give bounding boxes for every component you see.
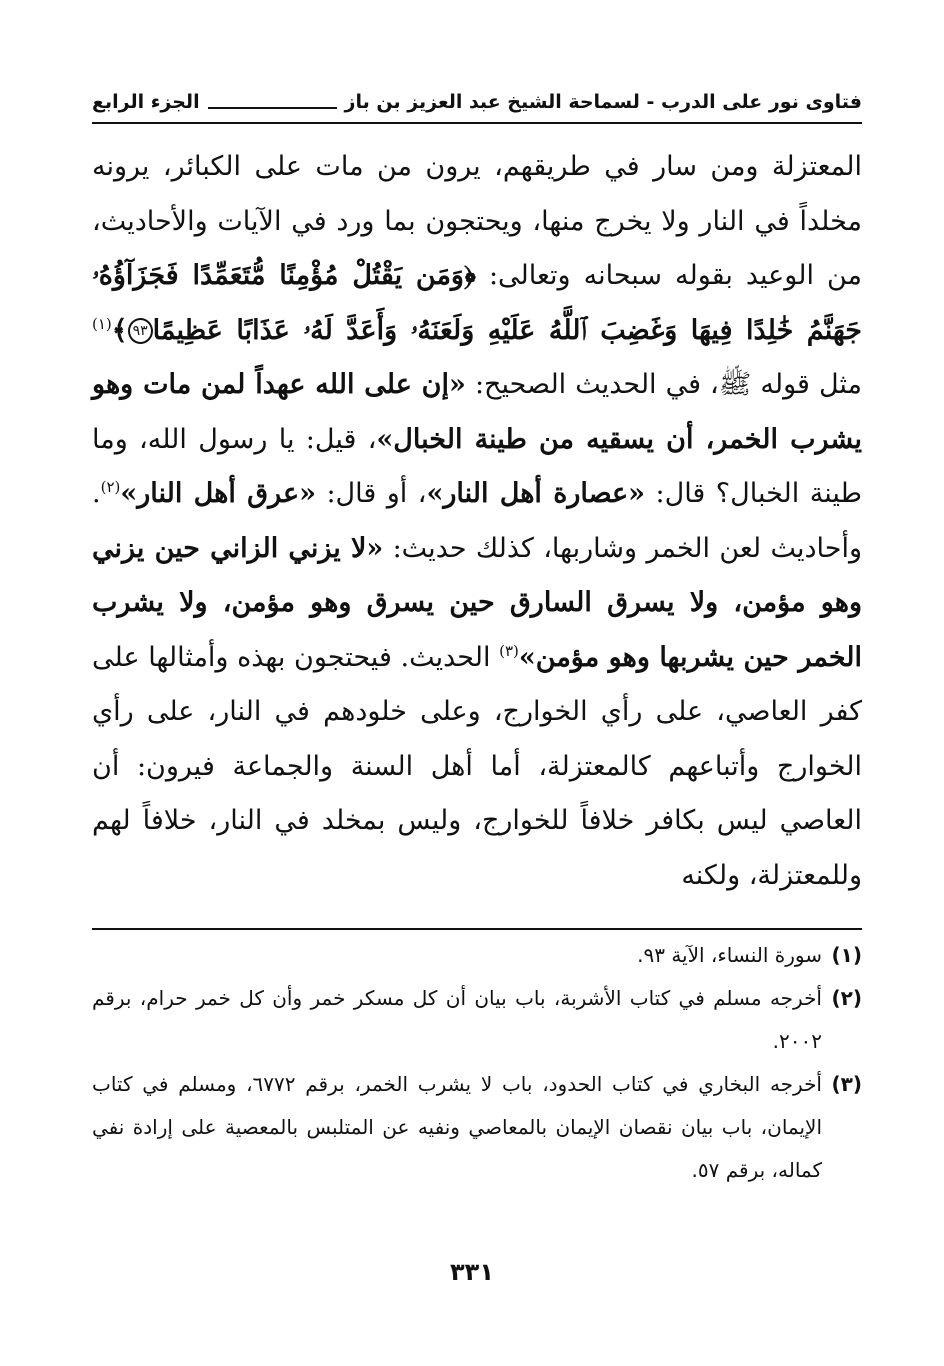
hadith-quote: «لا يزني الزاني حين يزني وهو مؤمن، ولا يسرق السارق حين يسرق وهو مؤمن، ولا يشرب الخمر حين يشربها وهو مؤمن» [92,532,862,673]
header-leader-line [208,93,337,109]
footnote-text: سورة النساء، الآية ٩٣. [637,943,822,967]
header-divider [92,122,862,124]
text-segment: المعتزلة ومن سار في طريقهم، يرون من مات على الكبائر، يرونه مخلداً في النار ولا يخرج منها، ويحتجون بما ورد في الآيات والأحاديث، من الوعيد بقوله سبحانه وتعالى: [92,151,862,291]
footnote-text: أخرجه مسلم في كتاب الأشربة، باب بيان أن كل مسكر خمر وأن كل خمر حرام، برقم ٢٠٠٢. [92,986,822,1053]
hadith-quote: «عرق أهل النار» [120,478,316,509]
footnote-item [92,1063,862,1192]
page-number: ٣٣١ [450,1258,494,1286]
footnote-item [92,977,862,1063]
main-text [92,140,862,903]
text-segment: ، قيل: يا رسول الله، وما طينة الخبال؟ قال: [92,423,862,509]
footnote-text: أخرجه البخاري في كتاب الحدود، باب لا يشرب الخمر، برقم ٦٧٧٢، ومسلم في كتاب الإيمان، باب بيان نقصان الإيمان بالمعاصي ونفيه عن المتلبس بالمعصية على إرادة نفي كماله، برقم ٥٧. [92,1072,822,1182]
hadith-quote: «عصارة أهل النار» [426,478,646,509]
footnote-number: (١) [831,943,862,967]
running-header [92,86,862,118]
footnotes [92,934,862,1192]
text-segment: ، أو قال: [326,478,427,509]
footnote-ref: (٣) [499,641,519,660]
footnote-number: (٣) [831,1072,862,1096]
footnote-ref: (٢) [100,478,121,496]
footnote-ref: (١) [92,314,112,333]
book-title: فتاوى نور على الدرب - لسماحة الشيخ عبد العزيز بن باز [344,91,862,113]
text-segment: . وأحاديث لعن الخمر وشاربها، كذلك حديث: [92,478,862,564]
quran-close-bracket: ﴾ [111,314,128,346]
footnote-divider [92,928,862,930]
hadith-quote: «إن على الله عهداً لمن مات وهو يشرب الخمر، أن يسقيه من طينة الخبال» [92,369,862,455]
volume-label: الجزء الرابع [92,91,200,113]
text-segment: الحديث. فيحتجون بهذه وأمثالها على كفر العاصي، على رأي الخوارج، وعلى خلودهم في النار، على رأي الخوارج وأتباعهم كالمعتزلة، أما أهل السنة والجماعة فيرون: أن العاصي ليس بكافر خلافاً للخوارج، وليس بمخلد في النار، خلافاً لهم وللمعتزلة، ولكنه [92,641,862,891]
quran-verse: ﴿وَمَن يَقْتُلْ مُؤْمِنًا مُّتَعَمِّدًا فَجَزَآؤُهُۥ جَهَنَّمُ خَٰلِدًا فِيهَا وَغَضِبَ ٱللَّهُ عَلَيْهِ وَلَعَنَهُۥ وَأَعَدَّ لَهُۥ عَذَابًا عَظِيمًا [92,260,862,346]
footnote-number: (٢) [831,986,862,1010]
main-paragraph [92,140,862,903]
ayah-number-marker: ٩٣ [128,318,153,344]
footnote-item [92,934,862,977]
text-segment: مثل قوله ﷺ، في الحديث الصحيح: [474,369,863,400]
